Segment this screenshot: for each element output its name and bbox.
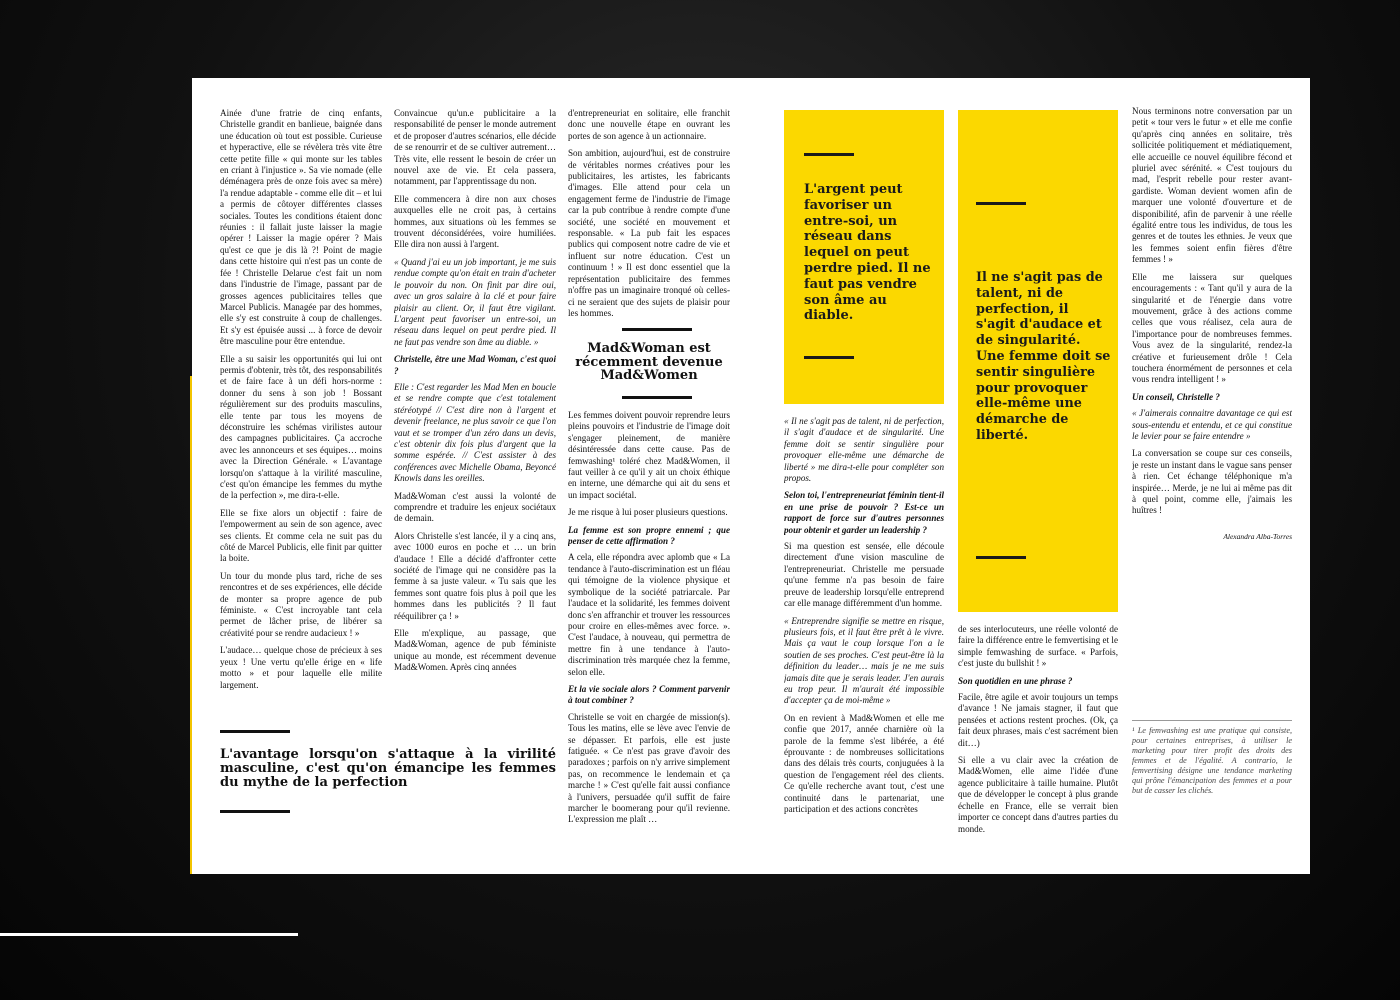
paragraph: « Il ne s'agit pas de talent, ni de perfection, il s'agit d'audace et de singularité. Une femme doit se sentir singulière pour provoquer elle-même une démarche de liberté » me dira-t-elle pour compléter son propos. bbox=[784, 416, 944, 484]
quote-box-2-text: Il ne s'agit pas de talent, ni de perfection, il s'agit d'audace et de singularité. Une femme doit se sentir singulière pour provoquer elle-même une démarche de liberté. bbox=[976, 270, 1111, 443]
paragraph: « Entreprendre signifie se mettre en risque, plusieurs fois, et il faut être prêt à le vivre. Mais ça vaut le coup lorsque l'on a le soutien de ses proches. C'est peut-être là la définition du leader… mais je ne me suis jamais dite que je serais leader. J'en aurais eu trop peur. Il m'aurait été impossible d'accepter ça de moi-même » bbox=[784, 615, 944, 706]
article-column-4 bbox=[784, 416, 944, 840]
paragraph: Les femmes doivent pouvoir reprendre leurs pleins pouvoirs et l'industrie de l'image doit s'engager pleinement, de manière désintéressée dans cette cause. Pas de femwashing¹ toléré chez Mad&Women, il faut veiller à ce qu'il y ait un choix éthique en interne, une démarche qui ait du sens et un impact sociétal. bbox=[568, 410, 730, 500]
pull-quote-rule-bottom bbox=[220, 810, 290, 813]
quote-box-1-text: L'argent peut favoriser un entre-soi, un réseau dans lequel on peut perdre pied. Il ne faut pas vendre son âme au diable. bbox=[804, 182, 931, 324]
paragraph: de ses interlocuteurs, une réelle volonté de faire la différence entre le femvertising et le simple femwashing de surface. « Parfois, c'est juste du bullshit ! » bbox=[958, 624, 1118, 669]
paragraph: L'audace… quelque chose de précieux à ses yeux ! Une vertu qu'elle érige en « life motto » et pour laquelle elle milite largement. bbox=[220, 645, 382, 690]
paragraph: Si elle a vu clair avec la création de Mad&Women, elle aime l'idée d'une agence publicitaire à taille humaine. Plutôt que de développer le concept à plus grande échelle en France, elle se verrait bien importer ce concept dans d'autres parties du monde. bbox=[958, 755, 1118, 834]
paragraph: Son ambition, aujourd'hui, est de construire de véritables normes créatives pour les publicitaires, les artistes, les fabricants d'images. Elle attend pour cela un engagement ferme de l'industrie de l'image car la pub contribue à rendre compte d'une société, une société en mouvement et responsable. « La pub fait les espaces publics qui composent notre cadre de vie et influent sur notre éducation. C'est un continuum ! » Il est donc essentiel que la représentation publicitaire des femmes n'offre pas un imaginaire tronqué où celles-ci ne seraient que des sujets de plaisir pour les hommes. bbox=[568, 148, 730, 318]
footnote: ¹ Le femwashing est une pratique qui consiste, pour certaines entreprises, à utiliser le marketing pour tirer profit des droits des femmes et de l'égalité. A contrario, le femvertising désigne une tendance marketing qui prône l'émancipation des femmes et a pour but de casser les clichés. bbox=[1132, 726, 1292, 795]
paragraph: Elle me laissera sur quelques encouragements : « Tant qu'il y aura de la singularité et de l'énergie dans votre mouvement, grâce à des actions comme celles que vous réalisez, cela aura de l'importance pour de nombreuses femmes. Vous avez de la singularité, rendez-la créative et furieusement drôle ! Cela touchera énormément de personnes et cela vous rendra intelligent ! » bbox=[1132, 271, 1292, 385]
pull-quote-rule-top bbox=[220, 730, 290, 733]
interview-question: Un conseil, Christelle ? bbox=[1132, 391, 1220, 402]
article-column-1 bbox=[220, 108, 382, 698]
paragraph: Si ma question est sensée, elle découle directement d'une vision masculine de l'entrepreneuriat. Christelle me persuade qu'une femme n'a pas besoin de faire preuve de leadership lorsqu'elle entreprend car elle manage différemment d'un homme. bbox=[784, 541, 944, 609]
section-title: Mad&Woman est récemment devenue Mad&Women bbox=[575, 341, 723, 383]
white-underline-decoration bbox=[0, 933, 298, 936]
paragraph: Elle m'explique, au passage, que Mad&Woman, agence de pub féministe unique au monde, est récemment devenue Mad&Women. Après cinq années bbox=[394, 628, 556, 673]
article-column-5 bbox=[958, 624, 1118, 838]
paragraph: Elle se fixe alors un objectif : faire de l'empowerment au sein de son agence, avec ses clients. Et comme cela ne suit pas du côté de Marcel Publicis, elle finit par quitter la boite. bbox=[220, 507, 382, 564]
paragraph: Un tour du monde plus tard, riche de ses rencontres et de ses expériences, elle décide de monter sa propre agence de pub féministe. « C'est incroyable tant cela permet de lâcher prise, de libérer sa créativité pour se rendre audacieux ! » bbox=[220, 570, 382, 638]
article-column-3-bottom bbox=[568, 410, 730, 842]
paragraph: Elle a su saisir les opportunités qui lui ont permis d'obtenir, très tôt, des responsabilités et de faire face à un défi hors-norme : donner du sens à son job ! Bossant régulièrement sur des produits masculins, elle tente par tous les moyens de déconstruire les schémas virilistes autour des campagnes publicitaires. Ça accroche avec les annonceurs et ses équipes… moins avec la Direction Générale. « L'avantage lorsqu'on s'attaque à la virilité masculine, c'est qu'on émancipe les femmes du mythe de la perfection », me dira-t-elle. bbox=[220, 353, 382, 501]
paragraph: « Quand j'ai eu un job important, je me suis rendue compte qu'on était en train d'acheter le pouvoir du non. On finit par dire oui, avec un gros salaire à la clé et pour faire plaisir au client. Or, il faut être vigilant. L'argent peut favoriser un entre-soi, un réseau dans lequel on peut perdre pied. Il ne faut pas vendre son âme au diable. » bbox=[394, 256, 556, 347]
paragraph: On en revient à Mad&Women et elle me confie que 2017, année charnière où la parole de la femme s'est libérée, a été éprouvante : de nombreuses sollicitations dans des délais très courts, conjuguées à la question de l'engagement réel des clients. Ce qu'elle recherche avant tout, c'est une continuité dans le partenariat, une participation et des actions concrètes bbox=[784, 712, 944, 814]
article-column-2 bbox=[394, 108, 556, 698]
section-title-rule-top bbox=[622, 328, 692, 331]
paragraph: Nous terminons notre conversation par un petit « tour vers le futur » et elle me confie qu'après cinq années en solitaire, très sollicitée politiquement et médiatiquement, elle accueille ce nouvel équilibre fécond et pluriel avec sérénité. « C'est toujours du mad, l'esprit rebelle pour rester avant-gardiste. Woman devient women afin de marquer une volonté d'ouverture et de disponibilité, afin de parvenir à une réelle égalité entre tous les individus, de tous les genres et de toutes les ethnies. Je veux que les femmes soient enfin fières d'être femmes ! » bbox=[1132, 106, 1292, 265]
interview-question: La femme est son propre ennemi ; que penser de cette affirmation ? bbox=[568, 524, 730, 547]
interview-question: Et la vie sociale alors ? Comment parvenir à tout combiner ? bbox=[568, 683, 730, 706]
paragraph: « J'aimerais connaitre davantage ce qui est sous-entendu et entendu, et ce qui constitue le levier pour se faire entendre » bbox=[1132, 408, 1292, 441]
paragraph: La conversation se coupe sur ces conseils, je reste un instant dans le vague sans penser à rien. Cet échange téléphonique m'a inspirée… Merde, je ne lui ai même pas dit à quel point, comme elle, j'aimais les huîtres ! bbox=[1132, 448, 1292, 516]
footnote-rule bbox=[1132, 720, 1292, 721]
quote-box-2-bar-bottom bbox=[976, 556, 1026, 559]
paragraph: d'entrepreneuriat en solitaire, elle franchit donc une nouvelle étape en ouvrant les portes de son agence à un actionnaire. bbox=[568, 108, 730, 141]
paragraph: Elle : C'est regarder les Mad Men en boucle et se rendre compte que c'est totalement stéréotypé // C'est dire non à l'argent et devenir freelance, ne plus savoir ce que l'on vaut et se tromper d'un zéro dans un devis, c'est obtenir dix fois plus d'argent que la somme espérée. // C'est assister à des conférences avec Michelle Obama, Beyoncé Knowls dans les oreilles. bbox=[394, 381, 556, 484]
paragraph: Mad&Woman c'est aussi la volonté de comprendre et traduire les enjeux sociétaux de demain. bbox=[394, 490, 556, 524]
interview-question: Son quotidien en une phrase ? bbox=[958, 675, 1073, 686]
yellow-quote-box-2 bbox=[958, 110, 1118, 612]
paragraph: Je me risque à lui poser plusieurs questions. bbox=[568, 507, 728, 518]
magazine-spread bbox=[192, 78, 1310, 874]
paragraph: A cela, elle répondra avec aplomb que « La tendance à l'auto-discrimination est un fléau qui témoigne de la violence physique et symbolique de la société patriarcale. Par l'audace et la solidarité, les femmes doivent donc s'en affranchir et trouver les ressources pour croire en elles-mêmes avec force. ». C'est l'audace, à nouveau, qui permettra de mettre fin à une tendance à l'auto-discrimination très marquée chez la femme, selon elle. bbox=[568, 552, 730, 677]
paragraph: Christelle se voit en chargée de mission(s). Tous les matins, elle se lève avec l'envie de se dépasser. Et parfois, elle est juste fatiguée. « Ce n'est pas grave d'avoir des paradoxes ; parfois on n'y arrive simplement pas, on recommence le lendemain et ça marche ! » C'est qu'elle fait aussi confiance à l'univers, persuadée qu'il suffit de faire marcher le boomerang pour qu'il revienne. L'expression me plaît … bbox=[568, 711, 730, 825]
quote-box-1-bar-bottom bbox=[804, 356, 854, 359]
paragraph: Elle commencera à dire non aux choses auxquelles elle ne croit pas, à certains hommes, aux situations où les femmes se trouvent déconsidérées, voire humiliées. Elle dira non aussi à l'argent. bbox=[394, 193, 556, 250]
paragraph: Alors Christelle s'est lancée, il y a cinq ans, avec 1000 euros en poche et … un brin d'audace ! Elle a décidé d'affronter cette société de l'image qui ne considère pas la femme à sa juste valeur. « Tu sais que les femmes sont quatre fois plus à poil que les hommes dans les publicités ? Il faut rééquilibrer ça ! » bbox=[394, 530, 556, 621]
paragraph: Convaincue qu'un.e publicitaire a la responsabilité de penser le monde autrement et de proposer d'autres scénarios, elle décide de se renourrir et de se cultiver autrement… Très vite, elle ressent le besoin de créer un nouvel axe de vie. Et cela passera, notamment, par l'apprentissage du non. bbox=[394, 108, 556, 187]
interview-question: Christelle, être une Mad Woman, c'est quoi ? bbox=[394, 354, 556, 376]
section-title-rule-bottom bbox=[622, 396, 692, 399]
article-column-6 bbox=[1132, 106, 1292, 546]
author-signature: Alexandra Alba-Torres bbox=[1223, 532, 1292, 541]
interview-question: Selon toi, l'entrepreneuriat féminin tient-il en une prise de pouvoir ? Est-ce un rapport de force sur d'autres personnes pour obtenir et garder un leadership ? bbox=[784, 490, 944, 535]
pull-quote: L'avantage lorsqu'on s'attaque à la virilité masculine, c'est qu'on émancipe les femmes du mythe de la perfection bbox=[220, 747, 556, 790]
yellow-quote-box-1 bbox=[784, 110, 944, 404]
quote-box-1-bar-top bbox=[804, 153, 854, 156]
article-column-3-top bbox=[568, 108, 730, 326]
paragraph: Facile, être agile et avoir toujours un temps d'avance ! Ne jamais stagner, il faut que pensées et actions restent proches. (Ok, ça fait deux phrases, mais c'est sacrément bien dit…) bbox=[958, 692, 1118, 748]
quote-box-2-bar-top bbox=[976, 202, 1026, 205]
paragraph: Ainée d'une fratrie de cinq enfants, Christelle grandit en banlieue, baignée dans une éducation où tout est possible. Curieuse et hyperactive, elle se révèlera très vite être cette petite fille « qui monte sur les tables en criant à l'injustice ». Sa vie nomade (elle déménagera près de onze fois avec sa mère) l'a rendue adaptable - comme elle dit – et lui a permis de côtoyer différentes classes sociales. Toutes les conditions étaient donc réunies : il fallait juste laisser la magie opérer ! Laisser la magie opérer ? Mais qu'est ce que je dis là ?! Point de magie dans cette histoire qui n'est pas un conte de fée ! Christelle Delarue c'est fait un nom dans l'industrie de l'image, passant par de grosses agences publicitaires telles que Marcel Publicis. Managée par des hommes, elle s'y est construite à coup de challenges. Et s'y est épuisée aussi ... à force de devoir être masculine pour être entendue. bbox=[220, 108, 382, 347]
